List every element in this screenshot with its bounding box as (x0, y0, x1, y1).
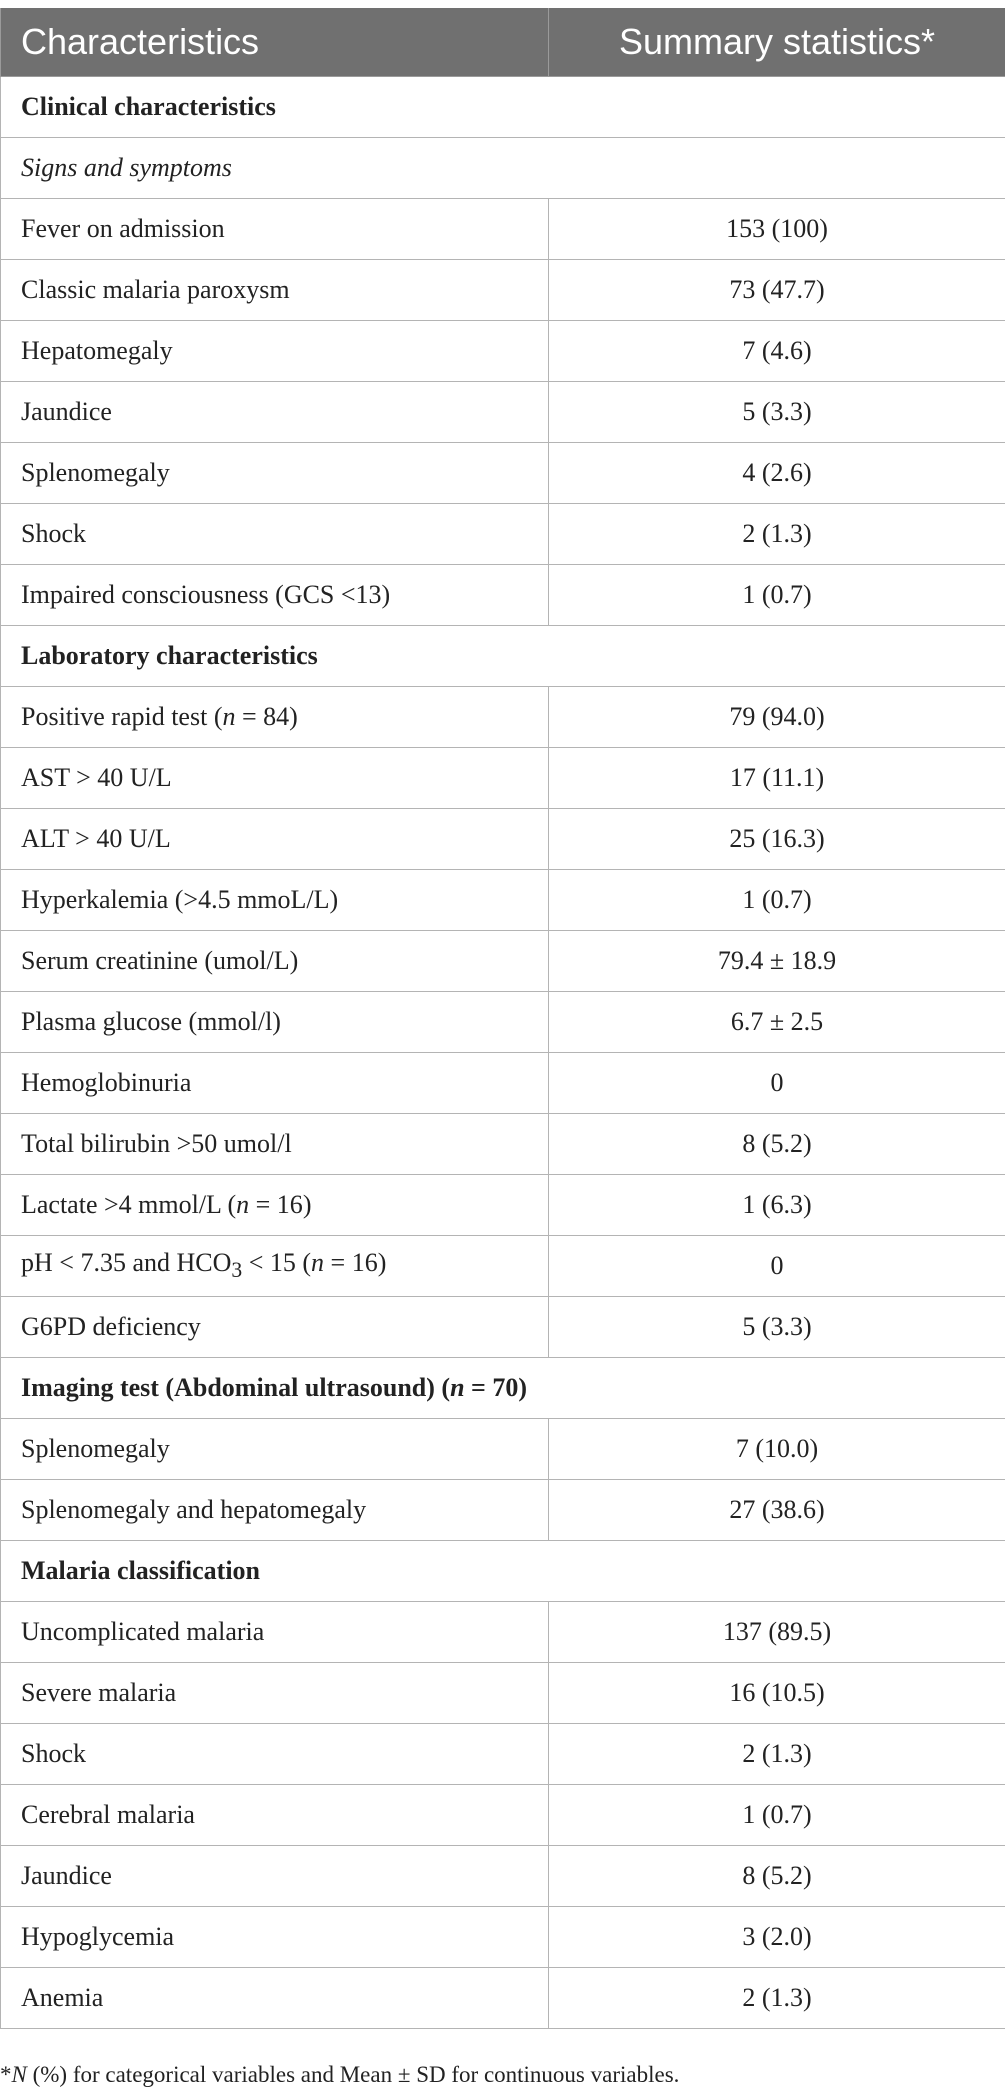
label-text: Severe malaria (21, 1678, 177, 1707)
summary-value-cell: 73 (47.7) (549, 260, 1005, 321)
table-row (1, 565, 1005, 626)
table-body (1, 77, 1005, 2029)
characteristic-cell: pH < 7.35 and $HCO_3 < 15$ (n = 16) (1, 1236, 549, 1297)
table-row (1, 382, 1005, 443)
table-row (1, 1175, 1005, 1236)
footnote-variable: N (11, 2062, 27, 2087)
summary-value-cell: 5 (3.3) (549, 1297, 1005, 1358)
summary-value-cell: 7 (4.6) (549, 321, 1005, 382)
label-text: Shock (21, 519, 86, 548)
label-text: Positive rapid test (21, 702, 208, 731)
summary-value-cell: 8 (5.2) (549, 1846, 1005, 1907)
label-n-value: = 84 (235, 702, 290, 731)
label-text: Uncomplicated malaria (21, 1617, 265, 1646)
label-text: Lactate >4 mmol/L (21, 1190, 221, 1219)
label-text: Jaundice (21, 397, 112, 426)
table-row (1, 809, 1005, 870)
characteristic-cell (1, 565, 549, 626)
label-text: Malaria classification (21, 1556, 261, 1585)
table-row (1, 1236, 1005, 1297)
summary-value-cell: 2 (1.3) (549, 1968, 1005, 2029)
column-header-characteristics: Characteristics (1, 8, 549, 77)
label-text: Serum creatinine (umol/L) (21, 946, 299, 975)
characteristic-cell: Positive rapid test (n = 84) (1, 687, 549, 748)
label-text: Fever on admission (21, 214, 225, 243)
label-text: Splenomegaly (21, 1434, 170, 1463)
summary-value-cell: 2 (1.3) (549, 1724, 1005, 1785)
label-text: Laboratory characteristics (21, 641, 318, 670)
table-header (1, 8, 1005, 77)
section-header-row (1, 626, 1005, 687)
label-text: Clinical characteristics (21, 92, 276, 121)
section-header-row (1, 1541, 1005, 1602)
summary-value-cell: 0 (549, 1236, 1005, 1297)
summary-value-cell: 16 (10.5) (549, 1663, 1005, 1724)
label-text: Hyperkalemia (>4.5 mmoL/L) (21, 885, 339, 914)
table-row (1, 1846, 1005, 1907)
summary-value-cell: 5 (3.3) (549, 382, 1005, 443)
table-row (1, 992, 1005, 1053)
table-row (1, 1480, 1005, 1541)
characteristic-cell (1, 443, 549, 504)
table-row (1, 1907, 1005, 1968)
table-row (1, 1785, 1005, 1846)
table-row (1, 321, 1005, 382)
table-row (1, 1297, 1005, 1358)
summary-value-cell: 7 (10.0) (549, 1419, 1005, 1480)
summary-value-cell: 79 (94.0) (549, 687, 1005, 748)
column-header-summary-statistics: Summary statistics* (549, 8, 1005, 77)
table-row (1, 443, 1005, 504)
characteristic-cell (1, 321, 549, 382)
characteristic-cell (1, 504, 549, 565)
summary-value-cell: 2 (1.3) (549, 504, 1005, 565)
table-row (1, 1114, 1005, 1175)
characteristic-cell (1, 1114, 549, 1175)
table-row (1, 870, 1005, 931)
characteristic-cell (1, 1724, 549, 1785)
label-n-variable: n (236, 1190, 250, 1219)
summary-value-cell: 4 (2.6) (549, 443, 1005, 504)
label-text: Hypoglycemia (21, 1922, 175, 1951)
summary-value-cell: 3 (2.0) (549, 1907, 1005, 1968)
summary-statistics-table (0, 8, 1005, 2029)
characteristic-cell (1, 1053, 549, 1114)
label-text: Classic malaria paroxysm (21, 275, 290, 304)
table-row (1, 260, 1005, 321)
summary-value-cell: 27 (38.6) (549, 1480, 1005, 1541)
label-n-variable: n (222, 702, 236, 731)
label-text: Hemoglobinuria (21, 1068, 192, 1097)
characteristic-cell (1, 1602, 549, 1663)
header-row (1, 8, 1005, 77)
label-text: Shock (21, 1739, 86, 1768)
label-text: Total bilirubin >50 umol/l (21, 1129, 292, 1158)
table-row (1, 1724, 1005, 1785)
summary-value-cell: 0 (549, 1053, 1005, 1114)
footnote-text: (%) for categorical variables and Mean ± SD for continuous variables. (26, 2062, 680, 2087)
section-header-row (1, 1358, 1005, 1419)
subsection-title (1, 138, 1005, 199)
characteristic-cell (1, 748, 549, 809)
characteristic-cell: Lactate >4 mmol/L (n = 16) (1, 1175, 549, 1236)
section-title (1, 626, 1005, 687)
table-row (1, 1968, 1005, 2029)
characteristic-cell (1, 870, 549, 931)
characteristic-cell (1, 260, 549, 321)
label-text: ALT > 40 U/L (21, 824, 171, 853)
table-row (1, 687, 1005, 748)
label-subscript: 3 (231, 1258, 243, 1283)
label-text: Hepatomegaly (21, 336, 173, 365)
table-row (1, 1419, 1005, 1480)
section-title (1, 1541, 1005, 1602)
summary-value-cell: 25 (16.3) (549, 809, 1005, 870)
label-text: pH < 7.35 and HCO (21, 1248, 232, 1278)
summary-value-cell: 79.4 ± 18.9 (549, 931, 1005, 992)
characteristic-cell (1, 1663, 549, 1724)
label-text: Anemia (21, 1983, 104, 2012)
characteristic-cell (1, 809, 549, 870)
summary-value-cell: 17 (11.1) (549, 748, 1005, 809)
section-title (1, 77, 1005, 138)
summary-value-cell: 1 (0.7) (549, 1785, 1005, 1846)
summary-value-cell: 1 (0.7) (549, 565, 1005, 626)
label-text: Plasma glucose (mmol/l) (21, 1007, 281, 1036)
characteristic-cell (1, 1297, 549, 1358)
characteristic-cell (1, 199, 549, 260)
label-n-value: = 16 (324, 1248, 378, 1278)
label-n-variable: n (311, 1248, 325, 1278)
label-text: < 15 (242, 1248, 296, 1278)
label-n-variable: n (450, 1373, 465, 1402)
label-text: Cerebral malaria (21, 1800, 195, 1829)
label-text: Splenomegaly (21, 458, 170, 487)
table-row (1, 1053, 1005, 1114)
characteristic-cell (1, 931, 549, 992)
summary-value-cell: 137 (89.5) (549, 1602, 1005, 1663)
section-title: Imaging test (Abdominal ultrasound) (n = 70) (1, 1358, 1005, 1419)
label-text: Jaundice (21, 1861, 112, 1890)
label-text: Impaired consciousness (GCS <13) (21, 580, 391, 609)
summary-value-cell: 153 (100) (549, 199, 1005, 260)
table-row (1, 504, 1005, 565)
footnote-marker: * (0, 2062, 12, 2087)
characteristic-cell (1, 1480, 549, 1541)
table-row (1, 199, 1005, 260)
characteristic-cell (1, 1785, 549, 1846)
label-text: G6PD deficiency (21, 1312, 201, 1341)
label-text: Imaging test (Abdominal ultrasound) (21, 1373, 435, 1402)
characteristic-cell (1, 1846, 549, 1907)
summary-value-cell: 6.7 ± 2.5 (549, 992, 1005, 1053)
label-text: Signs and symptoms (21, 153, 232, 182)
characteristic-cell (1, 382, 549, 443)
summary-value-cell: 1 (6.3) (549, 1175, 1005, 1236)
summary-value-cell: 8 (5.2) (549, 1114, 1005, 1175)
characteristic-cell (1, 1907, 549, 1968)
subsection-header-row (1, 138, 1005, 199)
characteristic-cell (1, 1419, 549, 1480)
characteristic-cell (1, 1968, 549, 2029)
characteristic-cell (1, 992, 549, 1053)
table-row (1, 1663, 1005, 1724)
table-row (1, 931, 1005, 992)
table-row (1, 1602, 1005, 1663)
section-header-row (1, 77, 1005, 138)
label-text: Splenomegaly and hepatomegaly (21, 1495, 367, 1524)
table-footnote (0, 2062, 679, 2088)
table-row (1, 748, 1005, 809)
label-n-value: = 70 (464, 1373, 519, 1402)
label-text: AST > 40 U/L (21, 763, 172, 792)
summary-value-cell: 1 (0.7) (549, 870, 1005, 931)
label-n-value: = 16 (249, 1190, 303, 1219)
